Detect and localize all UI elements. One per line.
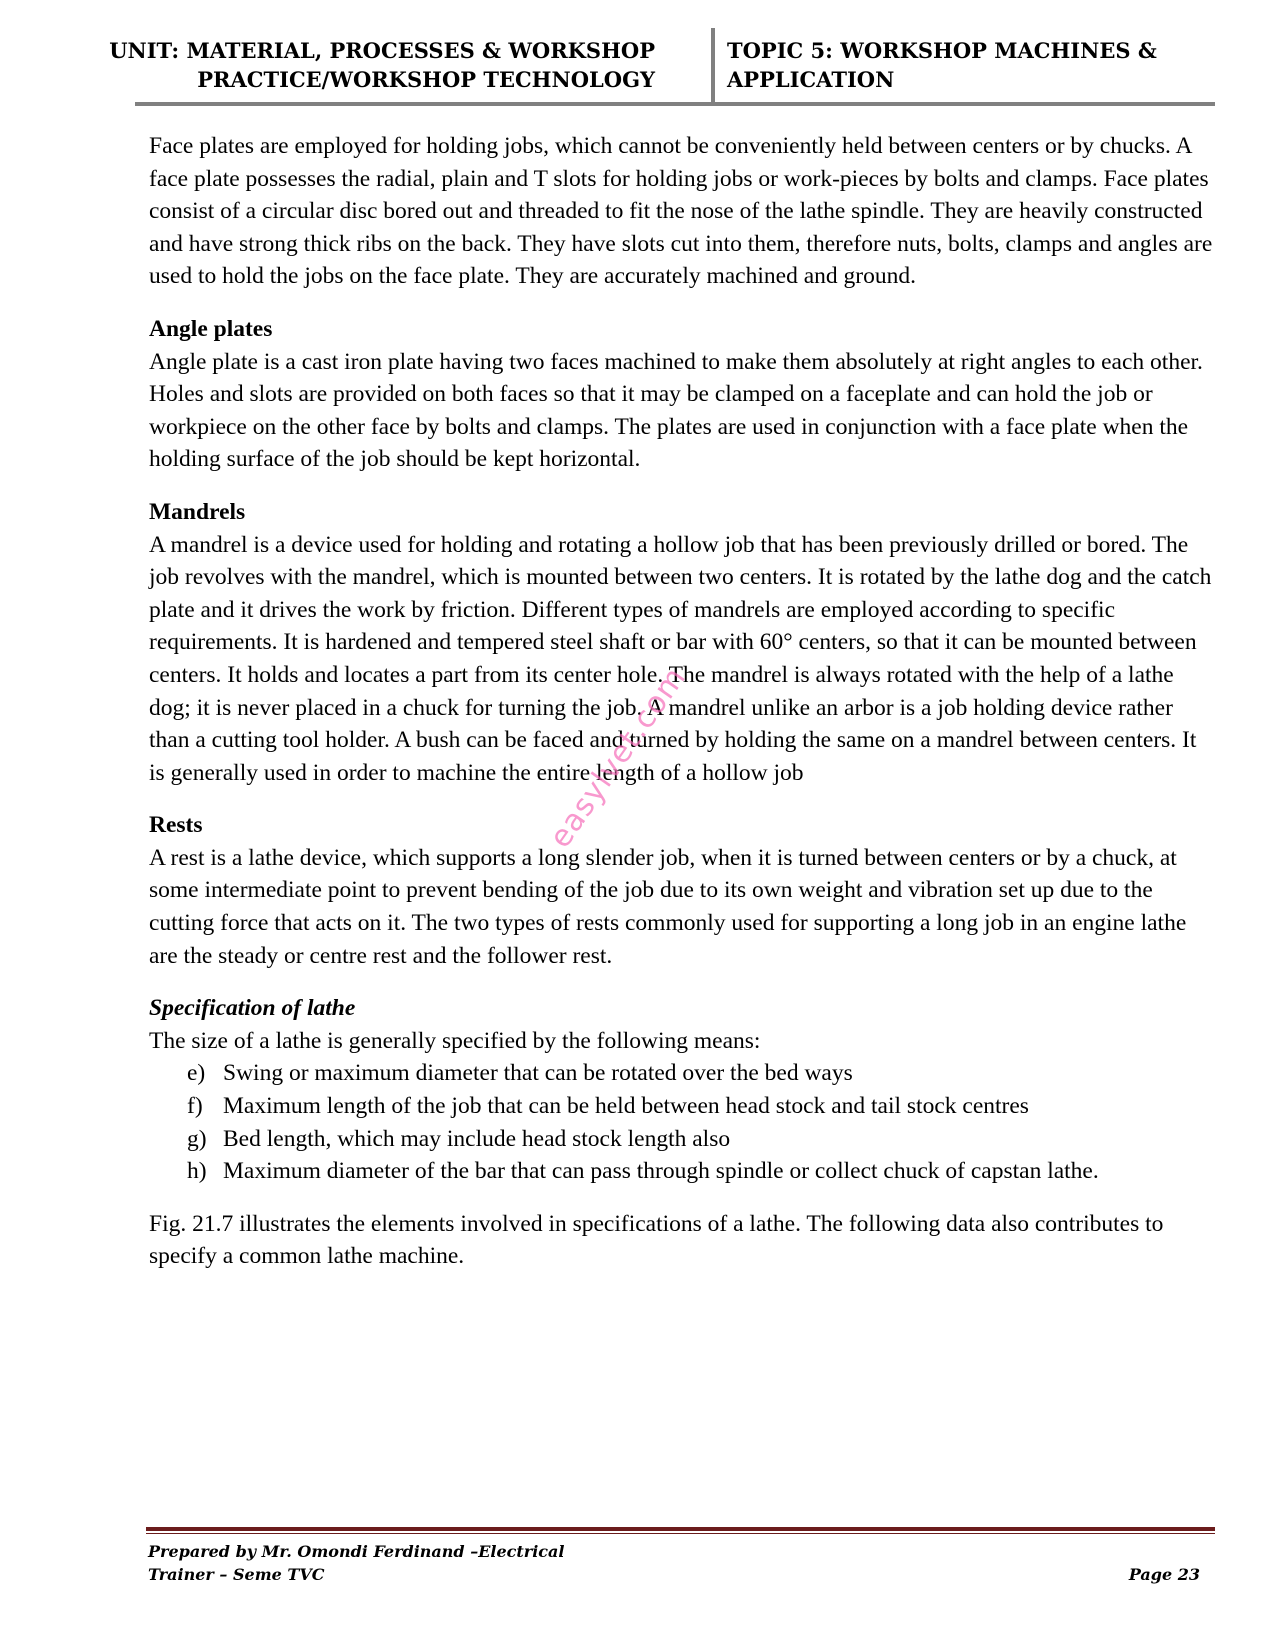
unit-title-line1: UNIT: MATERIAL, PROCESSES & WORKSHOP bbox=[109, 38, 655, 63]
figure-reference-paragraph: Fig. 21.7 illustrates the elements involved in specifications of a lathe. The following data also contributes to specify a common lathe machine. bbox=[149, 1210, 1164, 1270]
unit-title bbox=[109, 36, 655, 94]
footer-author-line1: Prepared by Mr. Omondi Ferdinand –Electrical bbox=[148, 1542, 565, 1561]
list-marker: e) bbox=[187, 1060, 206, 1087]
angle-plates-heading: Angle plates bbox=[149, 315, 273, 342]
header-divider bbox=[711, 28, 715, 102]
list-marker: f) bbox=[187, 1093, 203, 1120]
face-plates-paragraph: Face plates are employed for holding jobs, which cannot be conveniently held between centers or by chucks. A face plate possesses the radial, plain and T slots for holding jobs or work-pieces by bolts and clamps. Face plates consist of a circular disc bored out and threaded to fit the nose of the lathe spindle. They are heavily constructed and have strong thick ribs on the back. They have slots cut into them, therefore nuts, bolts, clamps and angles are used to hold the jobs on the face plate. They are accurately machined and ground. bbox=[149, 133, 1213, 290]
page-header bbox=[109, 28, 1215, 106]
unit-title-line2: PRACTICE/WORKSHOP TECHNOLOGY bbox=[197, 67, 655, 92]
list-item-text: Swing or maximum diameter that can be rotated over the bed ways bbox=[223, 1060, 853, 1087]
topic-title-line2: APPLICATION bbox=[727, 67, 895, 92]
list-marker: h) bbox=[187, 1158, 207, 1185]
mandrels-paragraph: A mandrel is a device used for holding and rotating a hollow job that has been previously drilled or bored. The job revolves with the mandrel, which is mounted between two centers. It is rotated by the lathe dog and the catch plate and it drives the work by friction. Different types of mandrels are employed according to specific requirements. It is hardened and tempered steel shaft or bar with 60° centers, so that it can be mounted between centers. It holds and locates a part from its center hole. The mandrel is always rotated with the help of a lathe dog; it is never placed in a chuck for turning the job. A mandrel unlike an arbor is a job holding device rather than a cutting tool holder. A bush can be faced and turned by holding the same on a mandrel between centers. It is generally used in order to machine the entire length of a hollow job bbox=[149, 531, 1212, 786]
rests-heading: Rests bbox=[149, 812, 203, 839]
footer-author bbox=[148, 1540, 564, 1586]
list-marker: g) bbox=[187, 1125, 207, 1152]
footer-rule bbox=[146, 1527, 1215, 1531]
list-item bbox=[187, 1090, 1214, 1123]
list-item-text: Maximum diameter of the bar that can pass through spindle or collect chuck of capstan lathe. bbox=[223, 1158, 1099, 1185]
specification-intro: The size of a lathe is generally specified by the following means: bbox=[149, 1027, 761, 1054]
list-item bbox=[187, 1155, 1214, 1188]
specification-list bbox=[149, 1057, 1214, 1187]
topic-title-line1: TOPIC 5: WORKSHOP MACHINES & bbox=[727, 38, 1157, 63]
list-item bbox=[187, 1123, 1214, 1156]
list-item-text: Bed length, which may include head stock length also bbox=[223, 1125, 731, 1152]
list-item bbox=[187, 1057, 1214, 1090]
angle-plates-paragraph: Angle plate is a cast iron plate having two faces machined to make them absolutely at right angles to each other. Holes and slots are provided on both faces so that it may be clamped on a faceplate and can hold the job or workpiece on the other face by bolts and clamps. The plates are used in conjunction with a face plate when the holding surface of the job should be kept horizontal. bbox=[149, 348, 1203, 473]
list-item-text: Maximum length of the job that can be held between head stock and tail stock centres bbox=[223, 1093, 1029, 1120]
rests-paragraph: A rest is a lathe device, which supports a long slender job, when it is turned between centers or by a chuck, at some intermediate point to prevent bending of the job due to its own weight and vibration set up due to the cutting force that acts on it. The two types of rests commonly used for supporting a long job in an engine lathe are the steady or centre rest and the follower rest. bbox=[149, 844, 1187, 969]
watermark: easylvet.com bbox=[542, 660, 694, 855]
page-content bbox=[149, 130, 1214, 1273]
mandrels-heading: Mandrels bbox=[149, 498, 246, 525]
page-number: Page 23 bbox=[1128, 1565, 1200, 1584]
footer-author-line2: Trainer – Seme TVC bbox=[148, 1565, 325, 1584]
specification-heading: Specification of lathe bbox=[149, 995, 356, 1022]
topic-title bbox=[727, 36, 1157, 94]
footer-rule-thin bbox=[146, 1533, 1215, 1534]
